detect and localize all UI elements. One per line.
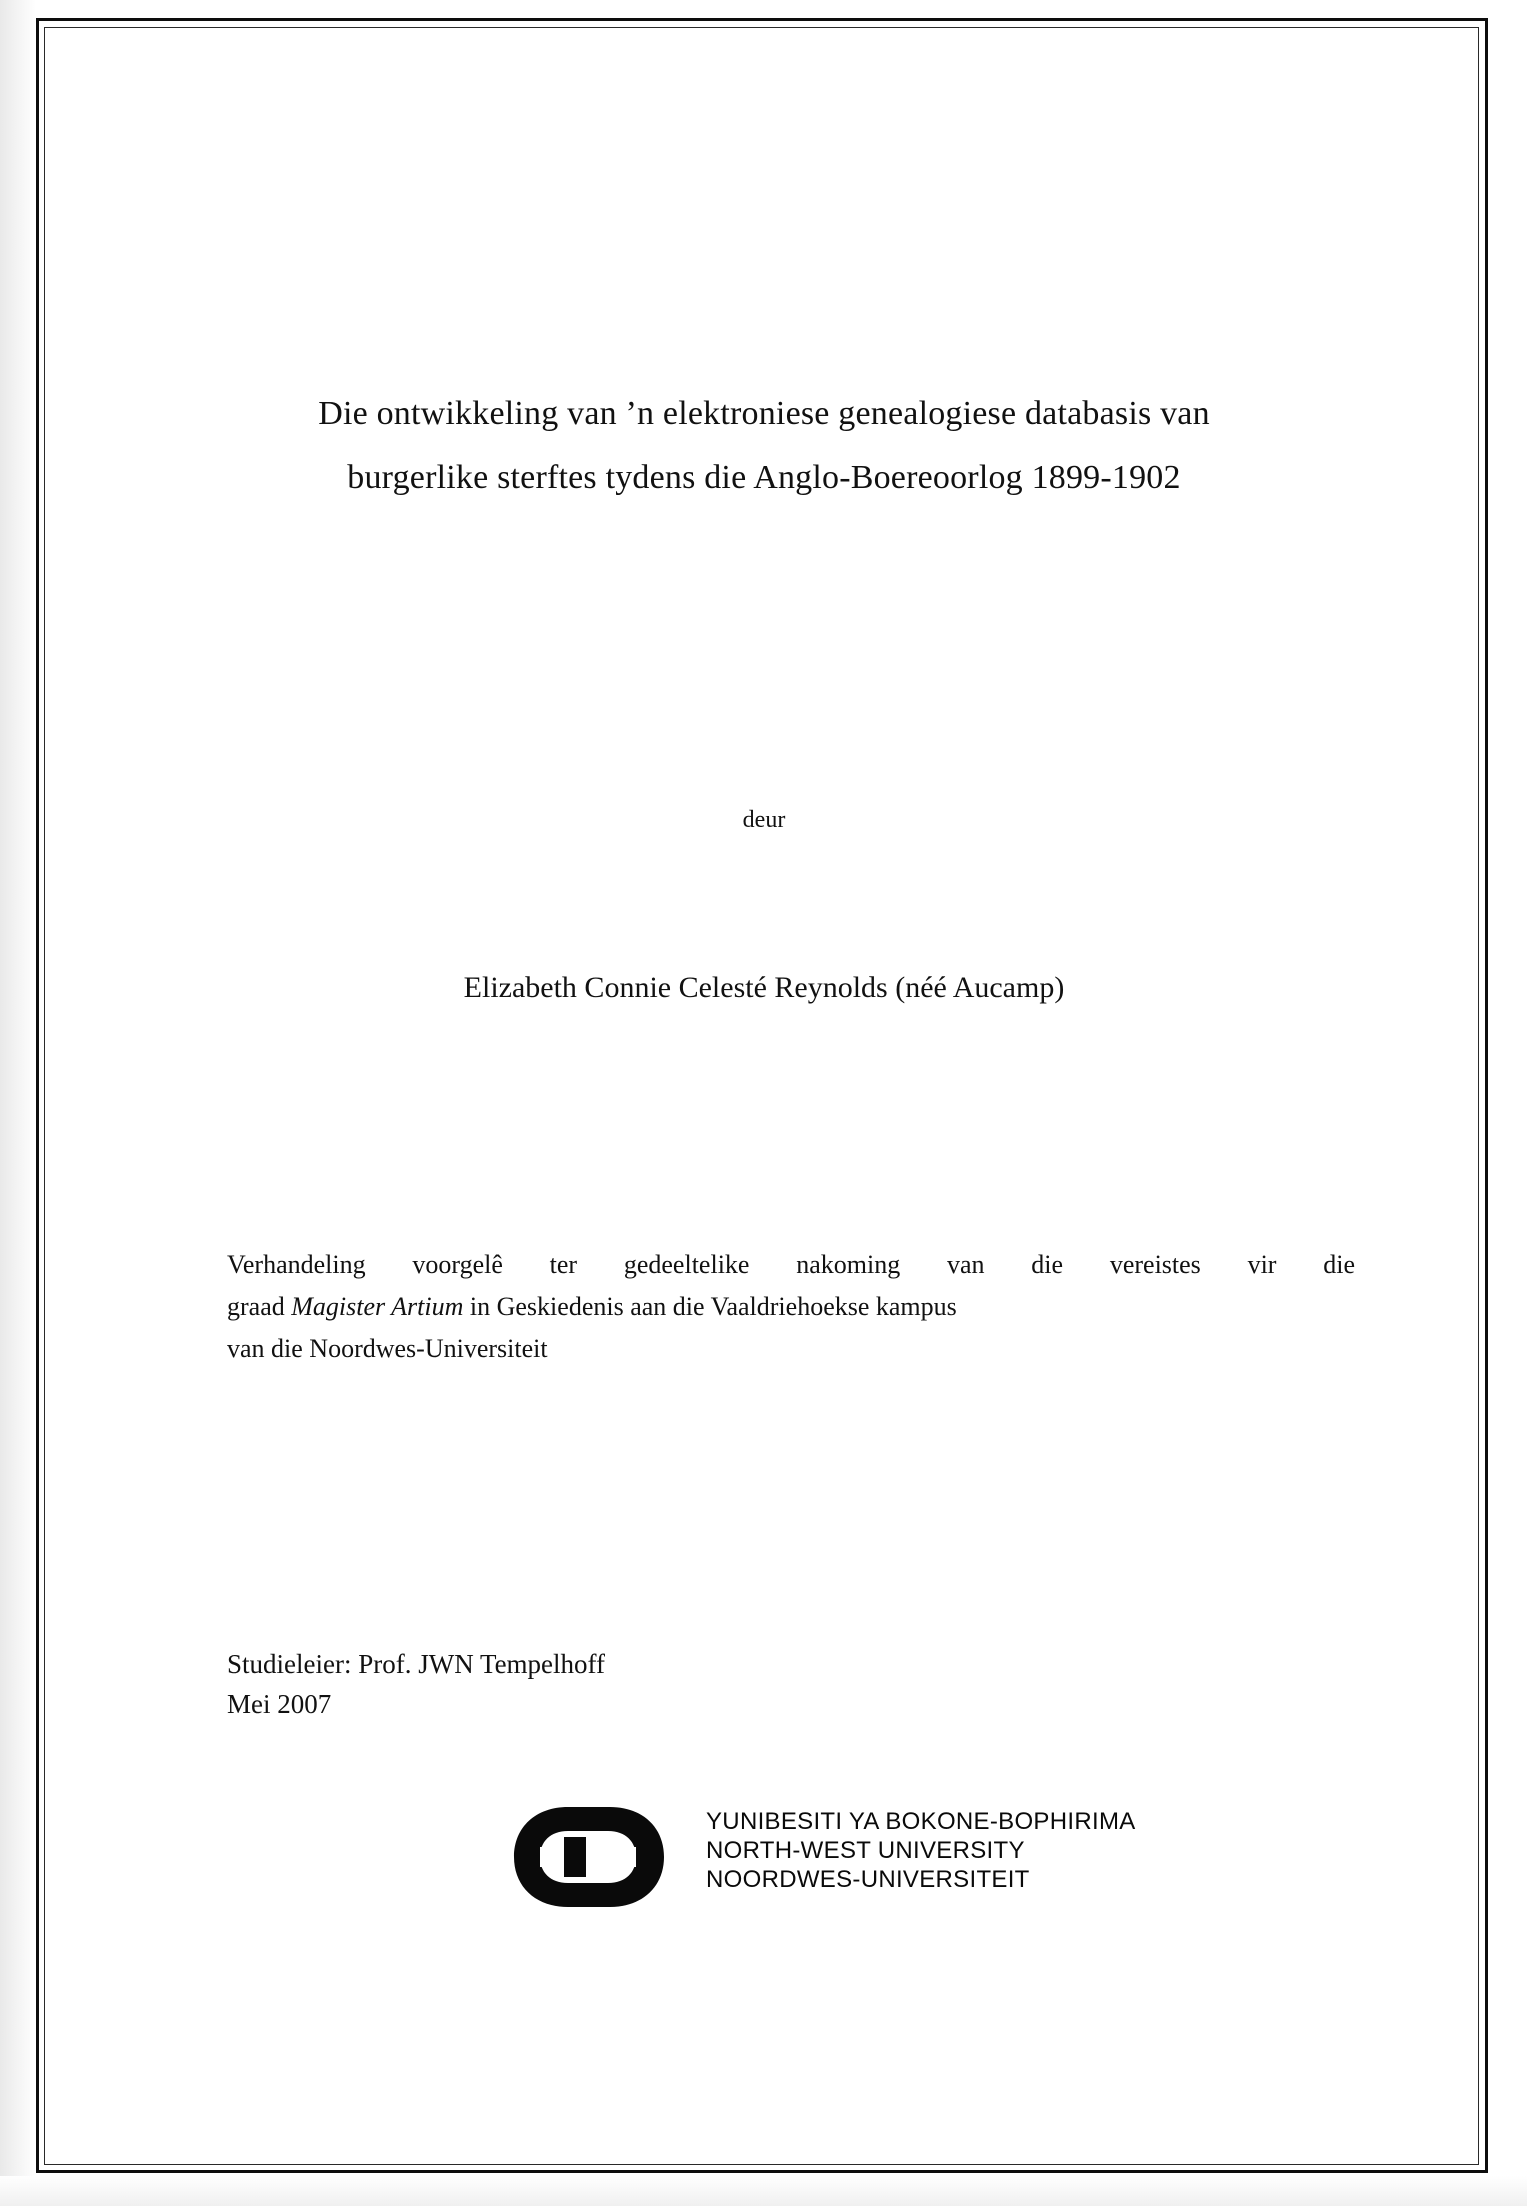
author-name: Elizabeth Connie Celesté Reynolds (néé Aucamp) [463, 971, 1065, 1004]
logo-text-line-2: NORTH-WEST UNIVERSITY [706, 1837, 1025, 1864]
degree-statement-line-1: Verhandeling voorgelê ter gedeeltelike nakoming van die vereistes vir die [227, 1250, 1355, 1279]
university-logo-text [706, 1807, 1136, 1894]
page-title [184, 382, 1344, 510]
title-line-2: burgerlike sterftes tydens die Anglo-Boereoorlog 1899-1902 [347, 459, 1181, 496]
north-west-university-logo-icon [506, 1803, 694, 1911]
logo-text-line-1: YUNIBESITI YA BOKONE-BOPHIRIMA [706, 1808, 1136, 1835]
university-logo [506, 1799, 1146, 1919]
degree-statement-line-2 [227, 1286, 1355, 1328]
title-page-content [44, 27, 1479, 2165]
date-line: Mei 2007 [227, 1689, 332, 1719]
logo-text-line-3: NOORDWES-UNIVERSITEIT [706, 1866, 1030, 1893]
page-edge-shading [0, 0, 36, 2206]
degree-statement-line-3: van die Noordwes-Universiteit [227, 1334, 548, 1363]
degree-statement-line-2-before: graad [227, 1292, 292, 1321]
supervisor-line: Studieleier: Prof. JWN Tempelhoff [227, 1649, 606, 1679]
degree-statement-line-2-after: in Geskiedenis aan die Vaaldriehoekse kampus [463, 1292, 957, 1321]
degree-name-italic: Magister Artium [291, 1292, 464, 1321]
degree-statement [227, 1244, 1355, 1370]
title-line-1: Die ontwikkeling van ’n elektroniese genealogiese databasis van [318, 395, 1210, 432]
by-label: deur [742, 807, 786, 833]
page-bottom-shading [0, 2176, 1527, 2206]
supervisor-block [227, 1644, 1227, 1724]
